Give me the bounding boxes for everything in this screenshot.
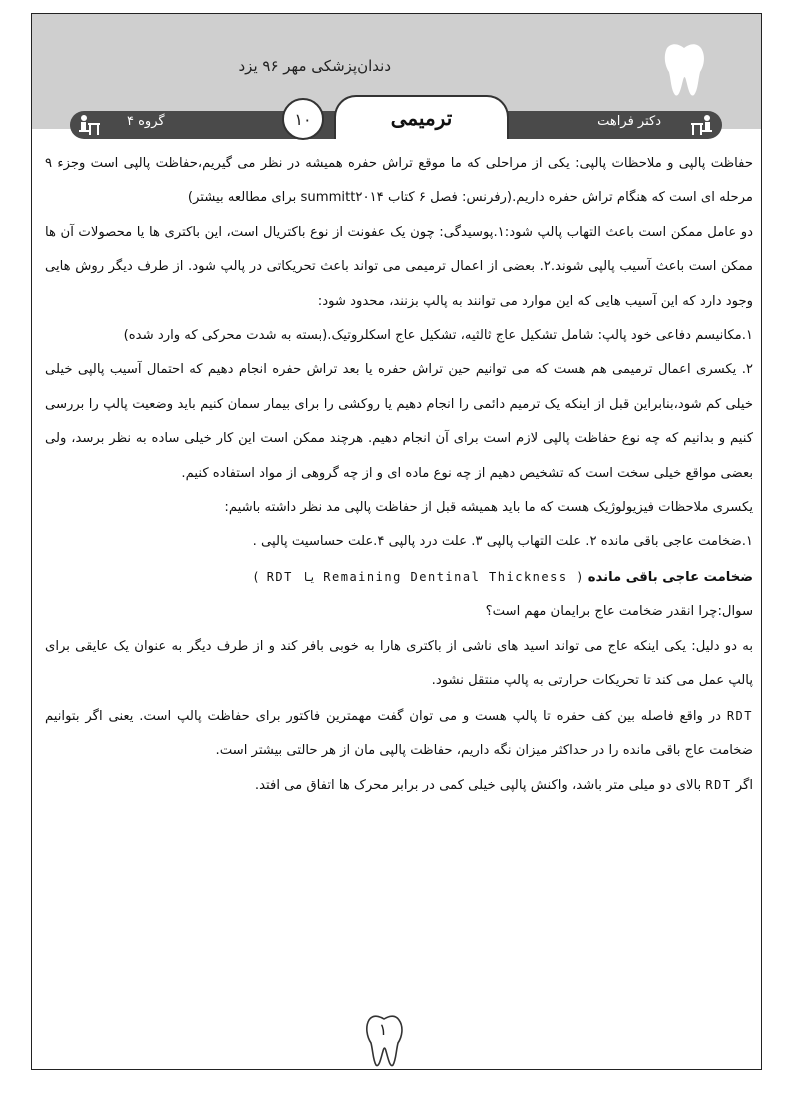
paragraph: یکسری ملاحظات فیزیولوژیک هست که ما باید همیشه قبل از حفاظت پالپی مد نظر داشته باشیم: bbox=[224, 500, 753, 516]
paragraph: ۱.مکانیسم دفاعی خود پالپ: شامل تشکیل عاج ثالثیه، تشکیل عاج اسکلروتیک.(بسته به شدت محرکی که وارد شده) bbox=[123, 328, 753, 344]
rdt-term: RDT bbox=[705, 778, 732, 793]
paragraph bbox=[45, 768, 753, 803]
rdt-term: RDT bbox=[726, 708, 753, 723]
paragraph: به دو دلیل: یکی اینکه عاج می تواند اسید های ناشی از باکتری هارا به خوبی بافر کند و از طرف دیگر به عنوان یک عایقی برای پالپ عمل می کند تا تحریکات حرارتی به پالپ منتقل نشود. bbox=[45, 638, 753, 689]
page-frame bbox=[31, 13, 762, 1070]
paragraph-prefix: اگر bbox=[735, 778, 753, 794]
paragraph: حفاظت پالپی و ملاحظات پالپی: یکی از مراحلی که ما موقع تراش حفره همیشه در نظر می گیریم،حفاظت پالپی است وجزء ۹ مرحله ای است که هنگام تراش حفره داریم.(رفرنس: فصل ۶ کتاب summitt۲۰۱۴ برای مطالعه بیشتر) bbox=[45, 156, 753, 206]
tooth-logo-icon bbox=[661, 40, 707, 98]
page-number-badge: ۱۰ bbox=[282, 98, 324, 140]
desk-person-icon bbox=[76, 113, 102, 137]
paragraph: ۲. یکسری اعمال ترمیمی هم هست که می توانیم حین تراش حفره یا بعد تراش حفره انجام دهیم که احتمال آسیب پالپی خیلی خیلی کم شود،بنابراین قبل از اینکه یک ترمیم دائمی را انجام دهیم یا روکشی را برای بیمار سمان کنیم باید وضعیت پالپ را بررسی کنیم و بدانیم که چه نوع حفاظت پالپی لازم است برای آن انجام دهیم. هرچند ممکن است این کار خیلی ساده به نظر برسد، ولی بعضی مواقع خیلی سخت است که تشخیص دهیم از چه نوع ماده ای و از چه گروهی از مواد استفاده کنیم. bbox=[45, 362, 753, 481]
paragraph bbox=[45, 699, 753, 769]
author-label: دکتر فراهت bbox=[597, 114, 661, 129]
section-heading-text: ضخامت عاجی باقی مانده bbox=[587, 569, 753, 585]
paragraph: ۱.ضخامت عاجی باقی مانده ۲. علت التهاب پالپی ۳. علت درد پالپی ۴.علت حساسیت پالپی . bbox=[252, 534, 753, 550]
page-title: ترمیمی bbox=[334, 95, 509, 139]
paragraph-text: بالای دو میلی متر باشد، واکنش پالپی خیلی کمی در برابر محرک ها اتفاق می افتد. bbox=[254, 778, 702, 794]
footer-page-number: ۱ bbox=[378, 1020, 388, 1039]
header-subtitle: دندان‌پزشکی مهر ۹۶ یزد bbox=[238, 57, 391, 75]
paragraph: دو عامل ممکن است باعث التهاب پالپ شود:۱.پوسیدگی: چون یک عفونت از نوع باکتریال است، این باکتری ها یا محصولات آن ها ممکن است باعث آسیب پالپی شوند.۲. بعضی از اعمال ترمیمی می تواند باعث تحریکاتی در پالپ شود. از طرف دیگر روش هایی وجود دارد که این آسیب هایی که این موارد می توانند به پالپ بزنند، محدود شود: bbox=[45, 224, 753, 309]
desk-person-icon bbox=[689, 113, 715, 137]
paragraph: سوال:چرا انقدر ضخامت عاج برایمان مهم است؟ bbox=[485, 604, 753, 620]
document-body bbox=[45, 147, 753, 804]
section-heading bbox=[45, 560, 753, 595]
section-heading-latin: ( RDT یا Remaining Dentinal Thickness ) bbox=[252, 569, 584, 584]
group-label: گروه ۴ bbox=[127, 114, 165, 129]
paragraph-text: در واقع فاصله بین کف حفره تا پالپ هست و می توان گفت مهمترین فاکتور برای حفاظت پالپ است. یعنی اگر بتوانیم ضخامت عاج باقی مانده را در حداکثر میزان نگه داریم، حفاظت پالپی مان از هر حالتی بیشتر است. bbox=[45, 708, 753, 758]
